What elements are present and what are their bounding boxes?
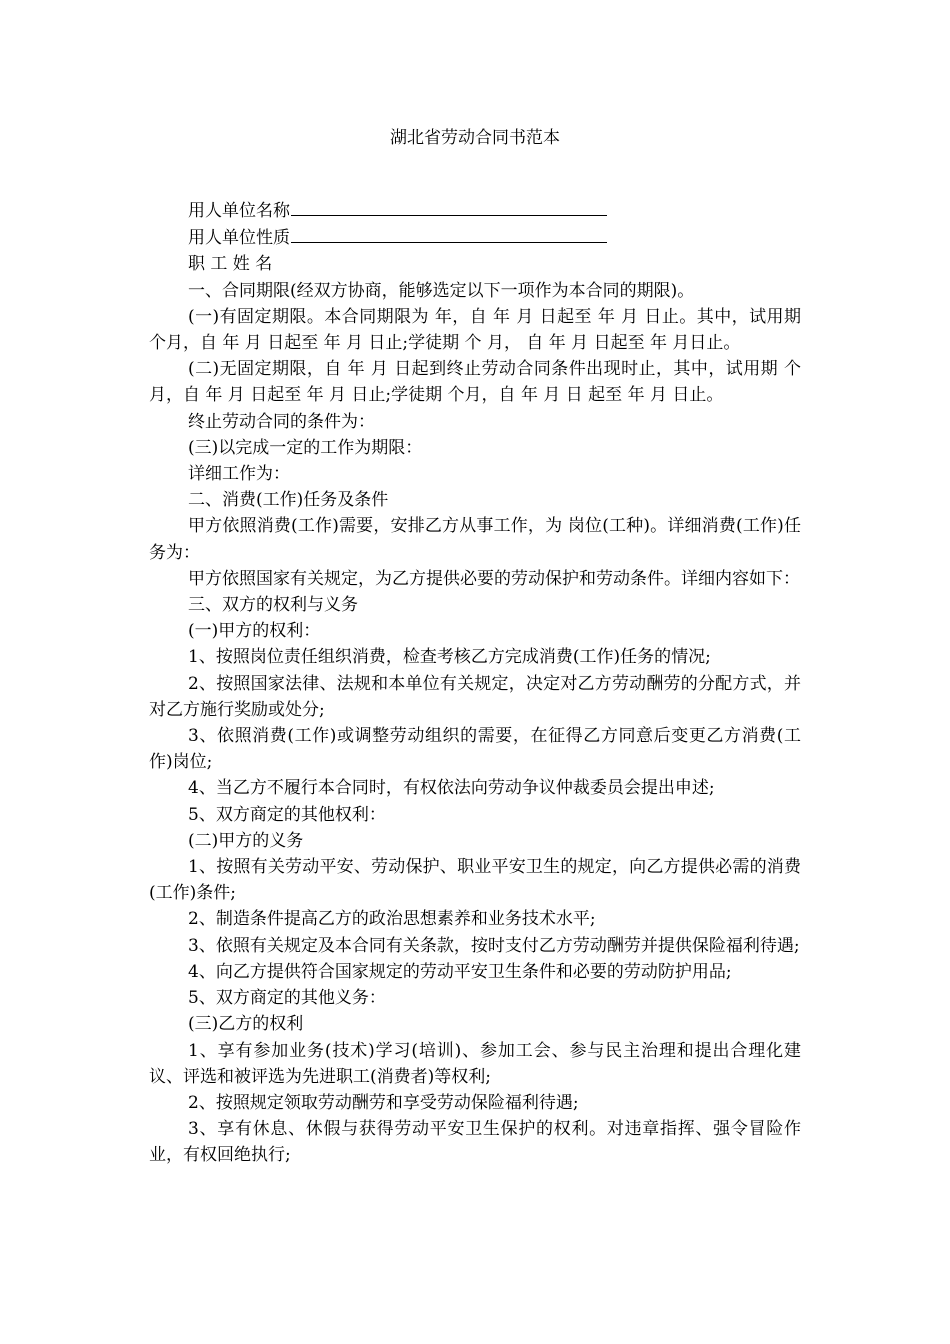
subsection-heading: (二)甲方的义务 [188, 830, 304, 851]
subsection-heading: (三)乙方的权利 [188, 1014, 304, 1035]
paragraph: (二)无固定期限，自 年 月 日起到终止劳动合同条件出现时止，其中，试用期 个月，自 年 月 日起至 年 月 日止;学徒期 个月，自 年 月 日 起至 年 月 日止。 [149, 359, 801, 406]
employer-nature-blank [291, 224, 607, 243]
paragraph: 终止劳动合同的条件为： [188, 411, 375, 432]
paragraph: 详细工作为： [188, 464, 290, 485]
list-item: 1、享有参加业务(技术)学习(培训)、参加工会、参与民主治理和提出合理化建议、评选和被评选为先进职工(消费者)等权利; [149, 1040, 801, 1087]
paragraph: 一、合同期限(经双方协商，能够选定以下一项作为本合同的期限)。 [188, 280, 695, 301]
list-item: 2、制造条件提高乙方的政治思想素养和业务技术水平; [188, 909, 596, 930]
list-item: 5、双方商定的其他义务： [188, 988, 386, 1009]
document-title: 湖北省劳动合同书范本 [390, 128, 560, 148]
list-item: 3、依照消费(工作)或调整劳动组织的需要，在征得乙方同意后变更乙方消费(工作)岗位; [149, 726, 801, 773]
employee-name-field [149, 251, 801, 277]
document-body [149, 197, 801, 1169]
list-item: 2、按照规定领取劳动酬劳和享受劳动保险福利待遇; [188, 1092, 579, 1113]
employer-name-label: 用人单位名称 [188, 201, 290, 221]
employer-nature-field [149, 224, 801, 251]
list-item: 1、按照岗位责任组织消费，检查考核乙方完成消费(工作)任务的情况; [188, 647, 711, 668]
section-heading: 二、消费(工作)任务及条件 [188, 490, 389, 511]
list-item: 1、按照有关劳动平安、劳动保护、职业平安卫生的规定，向乙方提供必需的消费(工作)条件; [149, 857, 801, 904]
list-item: 4、当乙方不履行本合同时，有权依法向劳动争议仲裁委员会提出申述; [188, 778, 715, 799]
subsection-heading: (一)甲方的权利： [188, 621, 321, 642]
paragraph: 甲方依照国家有关规定，为乙方提供必要的劳动保护和劳动条件。详细内容如下： [188, 568, 800, 589]
list-item: 3、享有休息、休假与获得劳动平安卫生保护的权利。对违章指挥、强令冒险作业，有权回绝执行; [149, 1119, 801, 1166]
list-item: 5、双方商定的其他权利： [188, 804, 386, 825]
section-heading: 三、双方的权利与义务 [188, 595, 358, 616]
employer-nature-label: 用人单位性质 [188, 228, 290, 249]
list-item: 2、按照国家法律、法规和本单位有关规定，决定对乙方劳动酬劳的分配方式，并对乙方施行奖励或处分; [149, 673, 801, 720]
paragraph: (一)有固定期限。本合同期限为 年，自 年 月 日起至 年 月 日止。其中，试用期 个月，自 年 月 日起至 年 月 日止;学徒期 个 月， 自 年 月 日起至 年 月日止。 [149, 306, 801, 354]
paragraph: 甲方依照消费(工作)需要，安排乙方从事工作，为 岗位(工种)。详细消费(工作)任务为： [149, 516, 801, 563]
employer-name-field [149, 197, 801, 224]
employee-name-label: 职 工 姓 名 [188, 254, 273, 275]
list-item: 3、依照有关规定及本合同有关条款，按时支付乙方劳动酬劳并提供保险福利待遇; [188, 935, 800, 956]
employer-name-blank [291, 197, 607, 216]
paragraph: (三)以完成一定的工作为期限： [188, 437, 423, 458]
list-item: 4、向乙方提供符合国家规定的劳动平安卫生条件和必要的劳动防护用品; [188, 961, 732, 982]
